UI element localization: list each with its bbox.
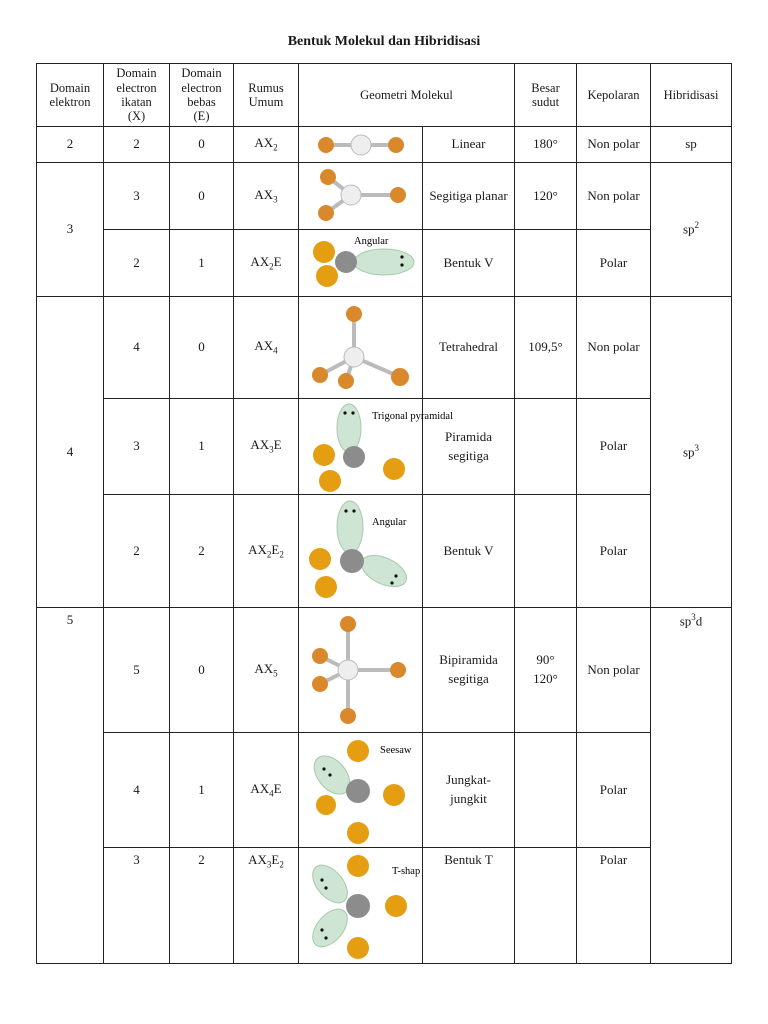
geometry-cell: Piramida segitiga xyxy=(423,399,515,495)
table-row xyxy=(37,163,732,230)
formula-cell: $AX_2$ xyxy=(234,127,299,163)
molecule-image xyxy=(299,848,423,964)
trigonal-pyramidal-molecule-icon xyxy=(302,401,453,493)
domain-cell: 2 xyxy=(37,127,104,163)
geometry-cell: Bentuk T xyxy=(423,848,515,964)
e-cell: 1 xyxy=(170,733,234,848)
formula-cell: $AX_5$ xyxy=(234,608,299,733)
angle-cell xyxy=(515,230,577,297)
header-domain-bebas: Domain electron bebas (E) xyxy=(170,64,234,127)
polarity-cell: Polar xyxy=(577,230,651,297)
angle-cell xyxy=(515,495,577,608)
table-row xyxy=(37,495,732,608)
formula-cell: $AX_4E$ xyxy=(234,733,299,848)
polarity-cell: Non polar xyxy=(577,127,651,163)
header-rumus: Rumus Umum xyxy=(234,64,299,127)
geometry-cell: Segitiga planar xyxy=(423,163,515,230)
formula-cell: $AX_3E_2$ xyxy=(234,848,299,964)
x-cell: 3 xyxy=(104,399,170,495)
x-cell: 5 xyxy=(104,608,170,733)
molecule-image xyxy=(299,230,423,297)
molecular-shape-table xyxy=(36,63,732,964)
image-caption: Trigonal pyramidal xyxy=(371,410,453,422)
angle-cell xyxy=(515,399,577,495)
molecule-image xyxy=(299,399,453,495)
geometry-cell: Bentuk V xyxy=(423,230,515,297)
table-row xyxy=(37,399,732,495)
angle-cell: 109,5° xyxy=(515,297,577,399)
geometry-cell: Linear xyxy=(423,127,515,163)
molecule-image xyxy=(299,163,423,230)
molecule-image xyxy=(299,733,423,848)
x-cell: 2 xyxy=(104,127,170,163)
hybridization-cell: $sp^3d$ xyxy=(651,608,732,964)
e-cell: 0 xyxy=(170,127,234,163)
geometry-cell: Jungkat- jungkit xyxy=(423,733,515,848)
molecule-image xyxy=(299,608,423,733)
angular-two-lone-pair-molecule-icon xyxy=(302,497,420,605)
e-cell: 2 xyxy=(170,848,234,964)
header-domain-ikatan: Domain electron ikatan (X) xyxy=(104,64,170,127)
angle-cell xyxy=(515,733,577,848)
formula-cell: $AX_3E$ xyxy=(234,399,299,495)
linear-molecule-icon xyxy=(306,128,416,162)
table-row xyxy=(37,297,732,399)
e-cell: 1 xyxy=(170,230,234,297)
hybridization-cell: $sp^3$ xyxy=(651,297,732,608)
formula-cell: $AX_2E_2$ xyxy=(234,495,299,608)
t-shaped-molecule-icon xyxy=(302,850,420,962)
header-geometri: Geometri Molekul xyxy=(299,64,515,127)
table-row xyxy=(37,230,732,297)
formula-cell: $AX_3$ xyxy=(234,163,299,230)
formula-cell: $AX_4$ xyxy=(234,297,299,399)
e-cell: 0 xyxy=(170,297,234,399)
formula-cell: $AX_2E$ xyxy=(234,230,299,297)
image-caption: Angular xyxy=(353,236,388,247)
e-cell: 0 xyxy=(170,163,234,230)
e-cell: 1 xyxy=(170,399,234,495)
angle-cell: 120° xyxy=(515,163,577,230)
image-caption: Seesaw xyxy=(379,745,411,756)
trigonal-bipyramidal-molecule-icon xyxy=(302,610,420,730)
header-kepolaran: Kepolaran xyxy=(577,64,651,127)
domain-cell: 5 xyxy=(37,608,104,964)
angle-cell xyxy=(515,848,577,964)
geometry-cell: Bentuk V xyxy=(423,495,515,608)
image-caption: T-shap xyxy=(391,865,420,877)
page-title: Bentuk Molekul dan Hibridisasi xyxy=(287,34,481,49)
x-cell: 2 xyxy=(104,230,170,297)
x-cell: 4 xyxy=(104,297,170,399)
angular-molecule-icon xyxy=(302,232,420,294)
geometry-cell: Bipiramida segitiga xyxy=(423,608,515,733)
x-cell: 3 xyxy=(104,848,170,964)
domain-cell: 4 xyxy=(37,297,104,608)
table-row xyxy=(37,608,732,733)
trigonal-planar-molecule-icon xyxy=(306,165,416,227)
header-sudut: Besar sudut xyxy=(515,64,577,127)
domain-cell: 3 xyxy=(37,163,104,297)
e-cell: 0 xyxy=(170,608,234,733)
polarity-cell: Polar xyxy=(577,733,651,848)
table-row xyxy=(37,127,732,163)
angle-cell: 180° xyxy=(515,127,577,163)
x-cell: 4 xyxy=(104,733,170,848)
table-row xyxy=(37,733,732,848)
geometry-cell: Tetrahedral xyxy=(423,297,515,399)
hybridization-cell: $sp^2$ xyxy=(651,163,732,297)
polarity-cell: Non polar xyxy=(577,163,651,230)
polarity-cell: Polar xyxy=(577,848,651,964)
polarity-cell: Non polar xyxy=(577,608,651,733)
polarity-cell: Polar xyxy=(577,495,651,608)
hybridization-cell: sp xyxy=(651,127,732,163)
table-row xyxy=(37,848,732,964)
molecule-image xyxy=(299,495,423,608)
header-domain-elektron: Domain elektron xyxy=(37,64,104,127)
header-hibridisasi: Hibridisasi xyxy=(651,64,732,127)
molecule-image xyxy=(299,127,423,163)
polarity-cell: Polar xyxy=(577,399,651,495)
molecule-image xyxy=(299,297,423,399)
angle-cell: 90° 120° xyxy=(515,608,577,733)
tetrahedral-molecule-icon xyxy=(302,299,420,397)
seesaw-molecule-icon xyxy=(302,735,420,845)
polarity-cell: Non polar xyxy=(577,297,651,399)
x-cell: 3 xyxy=(104,163,170,230)
x-cell: 2 xyxy=(104,495,170,608)
e-cell: 2 xyxy=(170,495,234,608)
image-caption: Angular xyxy=(371,517,406,528)
header-row xyxy=(37,64,732,127)
